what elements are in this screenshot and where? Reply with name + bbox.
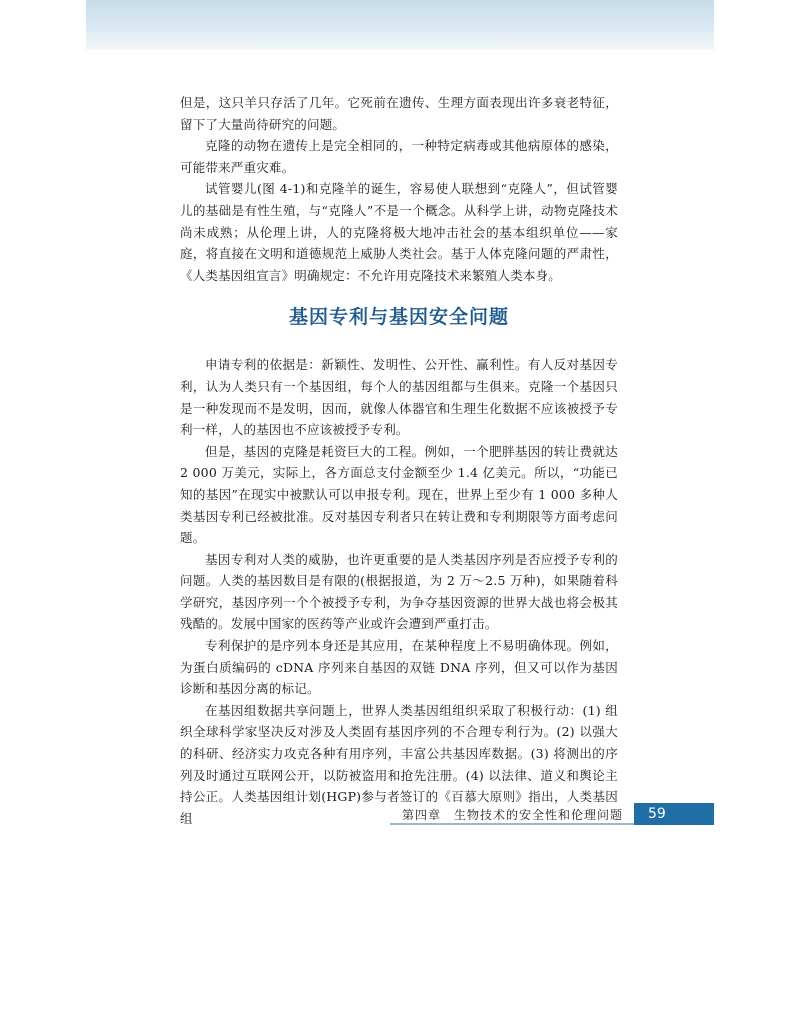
paragraph: 但是，基因的克隆是耗资巨大的工程。例如，一个肥胖基因的转让费就达 2 000 万美元，实际上，各方面总支付金额至少 1.4 亿美元。所以，“功能已知的基因”在现实中被默认可以申报专利。现在，世界上至少有 1 000 多种人类基因专利已经被批准。反对基因专利者只在转让费和专利期限等方面考虑问题。 [180,443,618,546]
paragraph: 克隆的动物在遗传上是完全相同的，一种特定病毒或其他病原体的感染，可能带来严重灾难。 [180,138,618,175]
paragraph: 试管婴儿(图 4-1)和克隆羊的诞生，容易使人联想到“克隆人”，但试管婴儿的基础是有性生殖，与“克隆人”不是一个概念。从科学上讲，动物克隆技术尚未成熟；从伦理上讲，人的克隆将极大地冲击社会的基本组织单位——家庭，将直接在文明和道德规范上威胁人类社会。基于人体克隆问题的严肃性，《人类基因组宣言》明确规定：不允许用克隆技术来繁殖人类本身。 [180,181,618,283]
footer-rule [390,823,634,825]
page-number: 59 [634,803,714,825]
paragraph: 专利保护的是序列本身还是其应用，在某种程度上不易明确体现。例如，为蛋白质编码的 cDNA 序列来自基因的双链 DNA 序列，但又可以作为基因诊断和基因分离的标记。 [180,638,618,697]
page-footer [390,803,714,825]
paragraph: 申请专利的依据是：新颖性、发明性、公开性、赢利性。有人反对基因专利，认为人类只有一个基因组，每个人的基因组都与生俱来。克隆一个基因只是一种发现而不是发明，因而，就像人体器官和生理生化数据不应该被授予专利一样，人的基因也不应该被授予专利。 [180,357,618,438]
paragraph: 在基因组数据共享问题上，世界人类基因组组织采取了积极行动：(1) 组织全球科学家坚决反对涉及人类固有基因序列的不合理专利行为。(2) 以强大的科研、经济实力攻克各种有用序列，丰富公共基因库数据。(3) 将测出的序列及时通过互联网公开，以防被盗用和抢先注册。(4) 以法律、道义和舆论主持公正。人类基因组计划(HGP)参与者签订的《百慕大原则》指出，人类基因组 [180,702,618,826]
chapter-title: 第四章 生物技术的安全性和伦理问题 [402,808,624,822]
paragraph: 基因专利对人类的威胁，也许更重要的是人类基因序列是否应授予专利的问题。人类的基因数目是有限的(根据报道，为 2 万～2.5 万种)，如果随着科学研究，基因序列一个个被授予专利，为争夺基因资源的世界大战也将会极其残酷的。发展中国家的医药等产业或许会遭到严重打击。 [180,551,618,632]
paragraph: 但是，这只羊只存活了几年。它死前在遗传、生理方面表现出许多衰老特征，留下了大量尚待研究的问题。 [180,95,618,132]
header-band [86,0,714,50]
section-title: 基因专利与基因安全问题 [288,306,509,329]
page-body [180,92,618,829]
